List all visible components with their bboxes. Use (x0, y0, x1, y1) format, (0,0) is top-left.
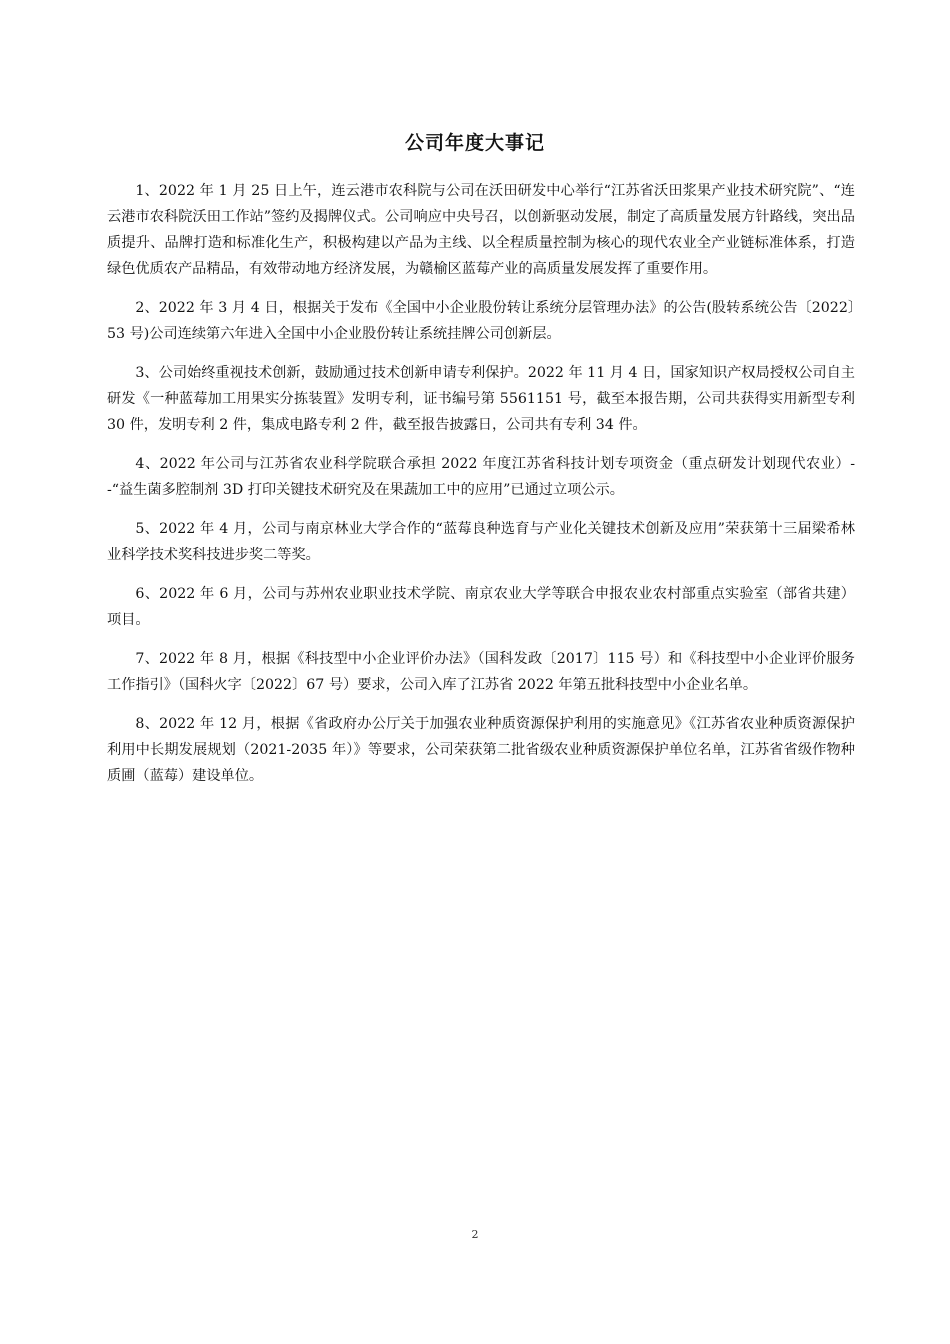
event-item-6: 6、2022 年 6 月，公司与苏州农业职业技术学院、南京农业大学等联合申报农业农村部重点实验室（部省共建）项目。 (107, 586, 855, 628)
event-item-1: 1、2022 年 1 月 25 日上午，连云港市农科院与公司在沃田研发中心举行“江苏省沃田浆果产业技术研究院”、“连云港市农科院沃田工作站”签约及揭牌仪式。公司响应中央号召，以创新驱动发展，制定了高质量发展方针路线，突出品质提升、品牌打造和标准化生产，积极构建以产品为主线、以全程质量控制为核心的现代农业全产业链标准体系，打造绿色优质农产品精品，有效带动地方经济发展，为赣榆区蓝莓产业的高质量发展发挥了重要作用。 (107, 183, 855, 277)
event-item-4: 4、2022 年公司与江苏省农业科学院联合承担 2022 年度江苏省科技计划专项资金（重点研发计划现代农业）--“益生菌多腔制剂 3D 打印关键技术研究及在果蔬加工中的应用”已通过立项公示。 (107, 456, 855, 498)
page-number: 2 (471, 1228, 479, 1241)
event-item-7: 7、2022 年 8 月，根据《科技型中小企业评价办法》（国科发政〔2017〕115 号）和《科技型中小企业评价服务工作指引》（国科火字〔2022〕67 号）要求，公司入库了江苏省 2022 年第五批科技型中小企业名单。 (107, 651, 855, 693)
event-item-2: 2、2022 年 3 月 4 日，根据关于发布《全国中小企业股份转让系统分层管理办法》的公告(股转系统公告〔2022〕53 号)公司连续第六年进入全国中小企业股份转让系统挂牌公司创新层。 (107, 300, 855, 342)
page-title: 公司年度大事记 (404, 132, 545, 154)
event-item-5: 5、2022 年 4 月，公司与南京林业大学合作的“蓝莓良种选育与产业化关键技术创新及应用”荣获第十三届梁希林业科学技术奖科技进步奖二等奖。 (107, 521, 855, 563)
event-item-3: 3、公司始终重视技术创新，鼓励通过技术创新申请专利保护。2022 年 11 月 4 日，国家知识产权局授权公司自主研发《一种蓝莓加工用果实分拣装置》发明专利，证书编号第 5561151 号，截至本报告期，公司共获得实用新型专利 30 件，发明专利 2 件，集成电路专利 2 件，截至报告披露日，公司共有专利 34 件。 (107, 365, 855, 433)
event-item-8: 8、2022 年 12 月，根据《省政府办公厅关于加强农业种质资源保护利用的实施意见》《江苏省农业种质资源保护利用中长期发展规划（2021-2035 年）》等要求，公司荣获第二批省级农业种质资源保护单位名单，江苏省省级作物种质圃（蓝莓）建设单位。 (107, 716, 855, 784)
event-list (107, 178, 855, 802)
